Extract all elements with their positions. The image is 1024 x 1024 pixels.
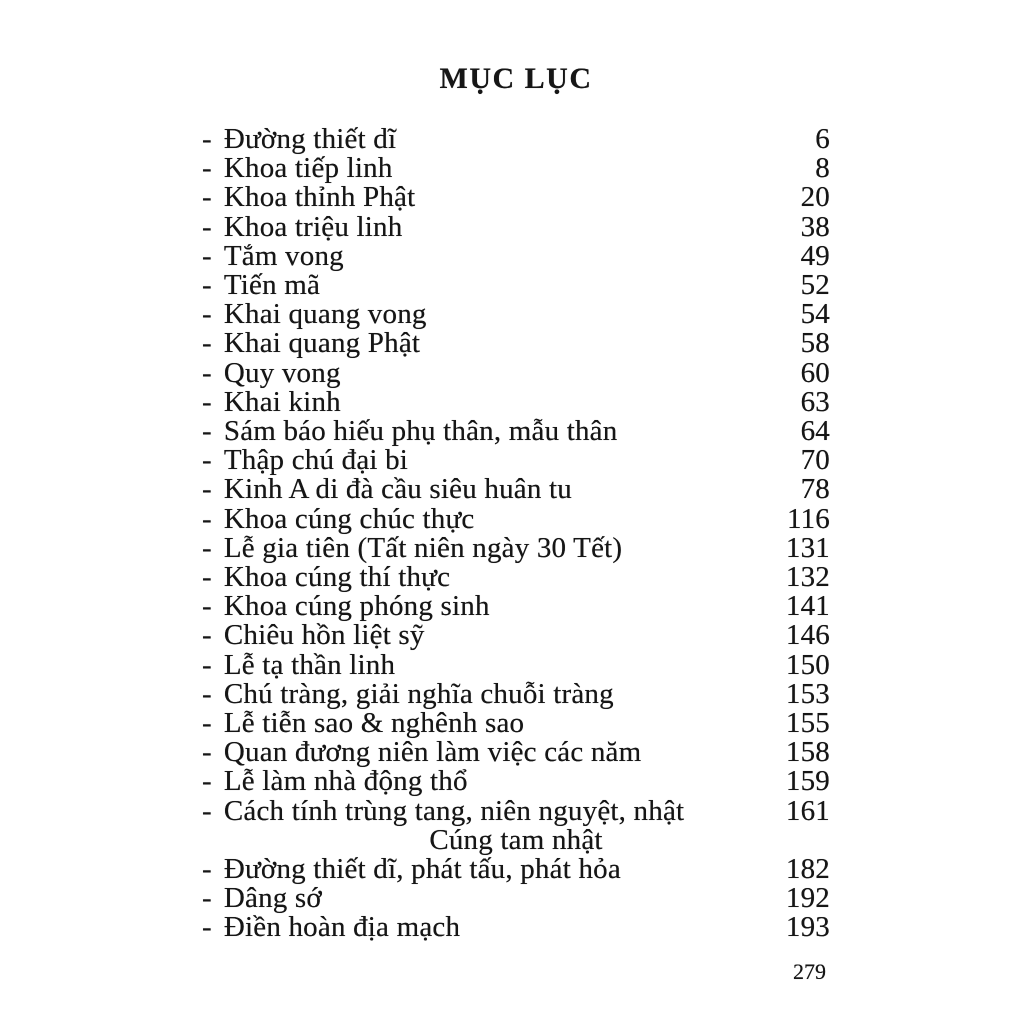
entry-page-number: 131 <box>785 531 830 564</box>
entry-dash: - <box>202 590 212 623</box>
entry-label: Đường thiết dĩ, phát tấu, phát hỏa <box>223 853 621 886</box>
entry-label: Khoa cúng phóng sinh <box>223 590 490 623</box>
toc-entry <box>202 677 830 710</box>
entry-label: Đường thiết dĩ <box>223 123 397 155</box>
entry-dash: - <box>202 502 212 535</box>
entry-dash: - <box>202 882 212 915</box>
entry-page-number: 54 <box>800 298 830 331</box>
toc-section-heading: Cúng tam nhật <box>429 823 603 856</box>
entry-page-number: 192 <box>785 882 830 915</box>
toc-entry <box>202 385 830 418</box>
toc-entry <box>202 356 830 389</box>
entry-dash: - <box>202 356 212 389</box>
entry-label: Điền hoàn địa mạch <box>223 911 461 944</box>
toc-entry <box>202 709 830 738</box>
page-title: MỤC LỤC <box>439 62 593 95</box>
toc-entry <box>202 563 830 592</box>
entry-label: Thập chú đại bi <box>223 444 409 477</box>
entry-page-number: 153 <box>785 677 830 710</box>
entry-dash: - <box>202 181 212 214</box>
entry-label: Lễ làm nhà động thổ <box>223 765 468 798</box>
entry-dash: - <box>202 853 212 886</box>
entry-dash: - <box>202 736 212 769</box>
toc-entry <box>202 271 830 300</box>
entry-page-number: 182 <box>785 853 830 886</box>
entry-label: Khoa cúng thí thực <box>223 561 451 594</box>
entry-dash: - <box>202 911 212 944</box>
entry-dash: - <box>202 765 212 798</box>
entry-page-number: 20 <box>800 181 830 214</box>
table-of-contents <box>202 125 830 943</box>
entry-dash: - <box>202 327 212 360</box>
entry-label: Quan đương niên làm việc các năm <box>223 736 642 769</box>
entry-label: Kinh A di đà cầu siêu huân tu <box>223 473 572 506</box>
entry-page-number: 78 <box>800 473 830 506</box>
toc-entry <box>202 183 830 212</box>
entry-label: Chiêu hồn liệt sỹ <box>223 619 425 652</box>
entry-page-number: 64 <box>800 415 830 448</box>
entry-page-number: 63 <box>800 385 830 418</box>
toc-entry <box>202 417 830 446</box>
toc-entry <box>202 502 830 535</box>
entry-dash: - <box>202 444 212 477</box>
toc-entry <box>202 913 830 942</box>
footer-page-number: 279 <box>793 958 826 984</box>
entry-dash: - <box>202 619 212 652</box>
entry-page-number: 6 <box>815 123 830 155</box>
entry-page-number: 146 <box>785 619 830 652</box>
entry-label: Dâng sớ <box>223 882 322 915</box>
entry-dash: - <box>202 123 212 155</box>
toc-entry <box>202 329 830 358</box>
entry-label: Khoa triệu linh <box>223 210 403 243</box>
entry-page-number: 158 <box>785 736 830 769</box>
toc-entry <box>202 475 830 504</box>
entry-page-number: 52 <box>800 269 830 302</box>
entry-label: Tắm vong <box>223 239 344 272</box>
toc-entry <box>202 210 830 243</box>
toc-entry <box>202 239 830 272</box>
entry-page-number: 58 <box>800 327 830 360</box>
entry-dash: - <box>202 152 212 185</box>
entry-label: Chú tràng, giải nghĩa chuỗi tràng <box>223 677 614 710</box>
entry-dash: - <box>202 707 212 740</box>
entry-dash: - <box>202 473 212 506</box>
toc-entry <box>202 446 830 475</box>
toc-entry <box>202 884 830 913</box>
entry-dash: - <box>202 648 212 681</box>
entry-label: Lễ gia tiên (Tất niên ngày 30 Tết) <box>223 531 623 564</box>
entry-dash: - <box>202 415 212 448</box>
entry-label: Sám báo hiếu phụ thân, mẫu thân <box>223 415 618 448</box>
entry-label: Khai quang Phật <box>223 327 421 360</box>
entry-page-number: 132 <box>785 561 830 594</box>
toc-entry <box>202 621 830 650</box>
toc-entry <box>202 767 830 796</box>
entry-label: Khai quang vong <box>223 298 427 331</box>
toc-entry <box>202 300 830 329</box>
entry-dash: - <box>202 210 212 243</box>
entry-page-number: 60 <box>800 356 830 389</box>
page-content <box>202 0 830 985</box>
entry-label: Khai kinh <box>223 385 341 418</box>
toc-entry <box>202 154 830 183</box>
toc-entry <box>202 738 830 767</box>
toc-entry <box>202 531 830 564</box>
toc-entry <box>202 794 830 827</box>
entry-label: Quy vong <box>223 356 341 389</box>
entry-page-number: 38 <box>800 210 830 243</box>
page-footer <box>202 959 830 985</box>
entry-page-number: 155 <box>785 707 830 740</box>
entry-dash: - <box>202 561 212 594</box>
toc-entry <box>202 592 830 621</box>
entry-label: Tiến mã <box>223 269 321 302</box>
entry-label: Lễ tạ thần linh <box>223 648 396 681</box>
entry-page-number: 193 <box>785 911 830 944</box>
entry-page-number: 49 <box>800 239 830 272</box>
toc-entry <box>202 125 830 154</box>
toc-entry <box>202 855 830 884</box>
entry-page-number: 70 <box>800 444 830 477</box>
entry-page-number: 141 <box>785 590 830 623</box>
entry-page-number: 150 <box>785 648 830 681</box>
entry-label: Lễ tiễn sao & nghênh sao <box>223 707 525 740</box>
entry-label: Khoa thỉnh Phật <box>223 181 416 214</box>
entry-page-number: 116 <box>786 502 830 535</box>
entry-dash: - <box>202 677 212 710</box>
entry-page-number: 161 <box>785 794 830 827</box>
entry-dash: - <box>202 298 212 331</box>
entry-dash: - <box>202 239 212 272</box>
entry-page-number: 159 <box>785 765 830 798</box>
entry-label: Khoa tiếp linh <box>223 152 393 185</box>
entry-page-number: 8 <box>815 152 830 185</box>
toc-entry <box>202 648 830 681</box>
entry-dash: - <box>202 794 212 827</box>
entry-dash: - <box>202 269 212 302</box>
entry-dash: - <box>202 531 212 564</box>
entry-label: Khoa cúng chúc thực <box>223 502 475 535</box>
entry-dash: - <box>202 385 212 418</box>
entry-label: Cách tính trùng tang, niên nguyệt, nhật <box>223 794 685 827</box>
